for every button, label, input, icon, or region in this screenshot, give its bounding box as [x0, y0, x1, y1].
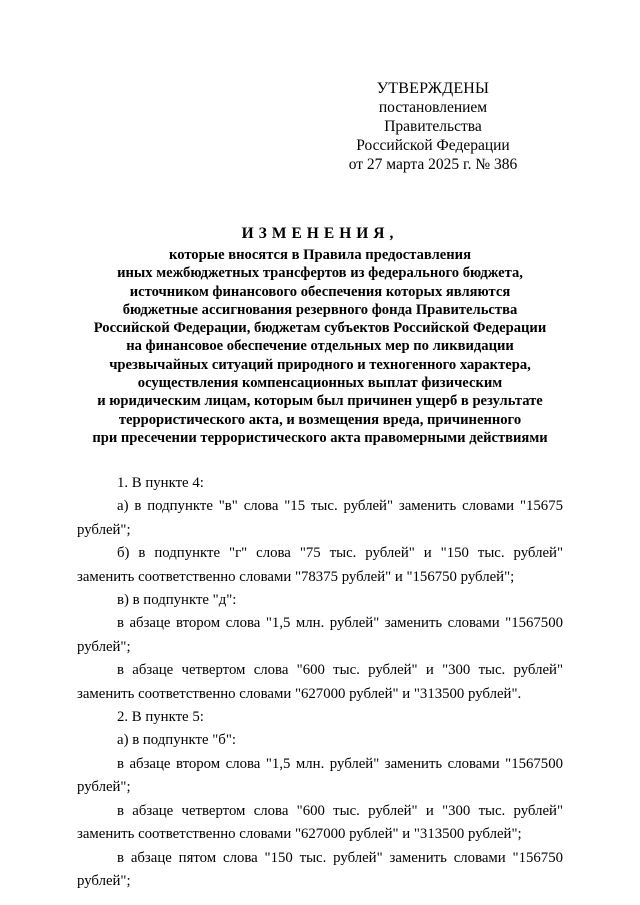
paragraph-item-2a-abzac-4: в абзаце четвертом слова "600 тыс. рублей" и "300 тыс. рублей" заменить соответственно словами "627000 рублей" и "313500 рублей";: [77, 802, 563, 843]
subtitle-line: при пресечении террористического акта правомерными действиями: [92, 429, 548, 446]
paragraph-item-2a: а) в подпункте "б":: [117, 732, 236, 749]
approval-heading: УТВЕРЖДЕНЫ: [376, 80, 490, 97]
approval-stamp: [330, 79, 536, 174]
approval-line-1: постановлением Правительства: [378, 99, 488, 135]
paragraph-item-1v-abzac-4: в абзаце четвертом слова "600 тыс. рублей" и "300 тыс. рублей" заменить соответственно словами "627000 рублей" и "313500 рублей".: [77, 662, 563, 702]
subtitle-line: террористического акта, и возмещения вреда, причиненного: [118, 411, 522, 428]
approval-line-2: Российской Федерации: [356, 137, 510, 154]
paragraph-item-1v-abzac-2: в абзаце втором слова "1,5 млн. рублей" заменить словами "1567500 рублей";: [77, 615, 563, 655]
paragraph-item-1b: б) в подпункте "г" слова "75 тыс. рублей" и "150 тыс. рублей" заменить соответственно словами "78375 рублей" и "156750 рублей";: [77, 545, 563, 585]
subtitle-line: бюджетные ассигнования резервного фонда Правительства: [122, 301, 518, 318]
subtitle-line: осуществления компенсационных выплат физическим: [137, 375, 503, 392]
paragraph-item-2a-abzac-2: в абзаце втором слова "1,5 млн. рублей" заменить словами "1567500 рублей";: [77, 755, 563, 796]
subtitle-line: и юридическим лицам, которым был причинен ущерб в результате: [97, 393, 543, 410]
paragraph-item-1v: в) в подпункте "д":: [117, 592, 237, 609]
subtitle-line: на финансовое обеспечение отдельных мер по ликвидации: [126, 338, 514, 355]
subtitle-line: источником финансового обеспечения которых являются: [129, 283, 511, 300]
approval-line-3: от 27 марта 2025 г. № 386: [348, 156, 518, 173]
document-title: ИЗМЕНЕНИЯ,: [241, 225, 399, 242]
subtitle-line: Российской Федерации, бюджетам субъектов Российской Федерации: [93, 320, 547, 337]
paragraph-item-1: 1. В пункте 4:: [117, 475, 204, 491]
subtitle-line: которые вносятся в Правила предоставления: [169, 247, 471, 263]
subtitle-line: иных межбюджетных трансфертов из федерального бюджета,: [117, 265, 523, 282]
subtitle-line: чрезвычайных ситуаций природного и техногенного характера,: [109, 356, 531, 373]
paragraph-item-1a: а) в подпункте "в" слова "15 тыс. рублей" заменить словами "15675 рублей";: [77, 498, 563, 538]
paragraph-item-2a-abzac-5: в абзаце пятом слова "150 тыс. рублей" заменить словами "156750 рублей";: [77, 849, 563, 889]
paragraph-item-2: 2. В пункте 5:: [117, 709, 204, 726]
document-body: [77, 472, 563, 893]
document-subtitle: [70, 246, 570, 447]
